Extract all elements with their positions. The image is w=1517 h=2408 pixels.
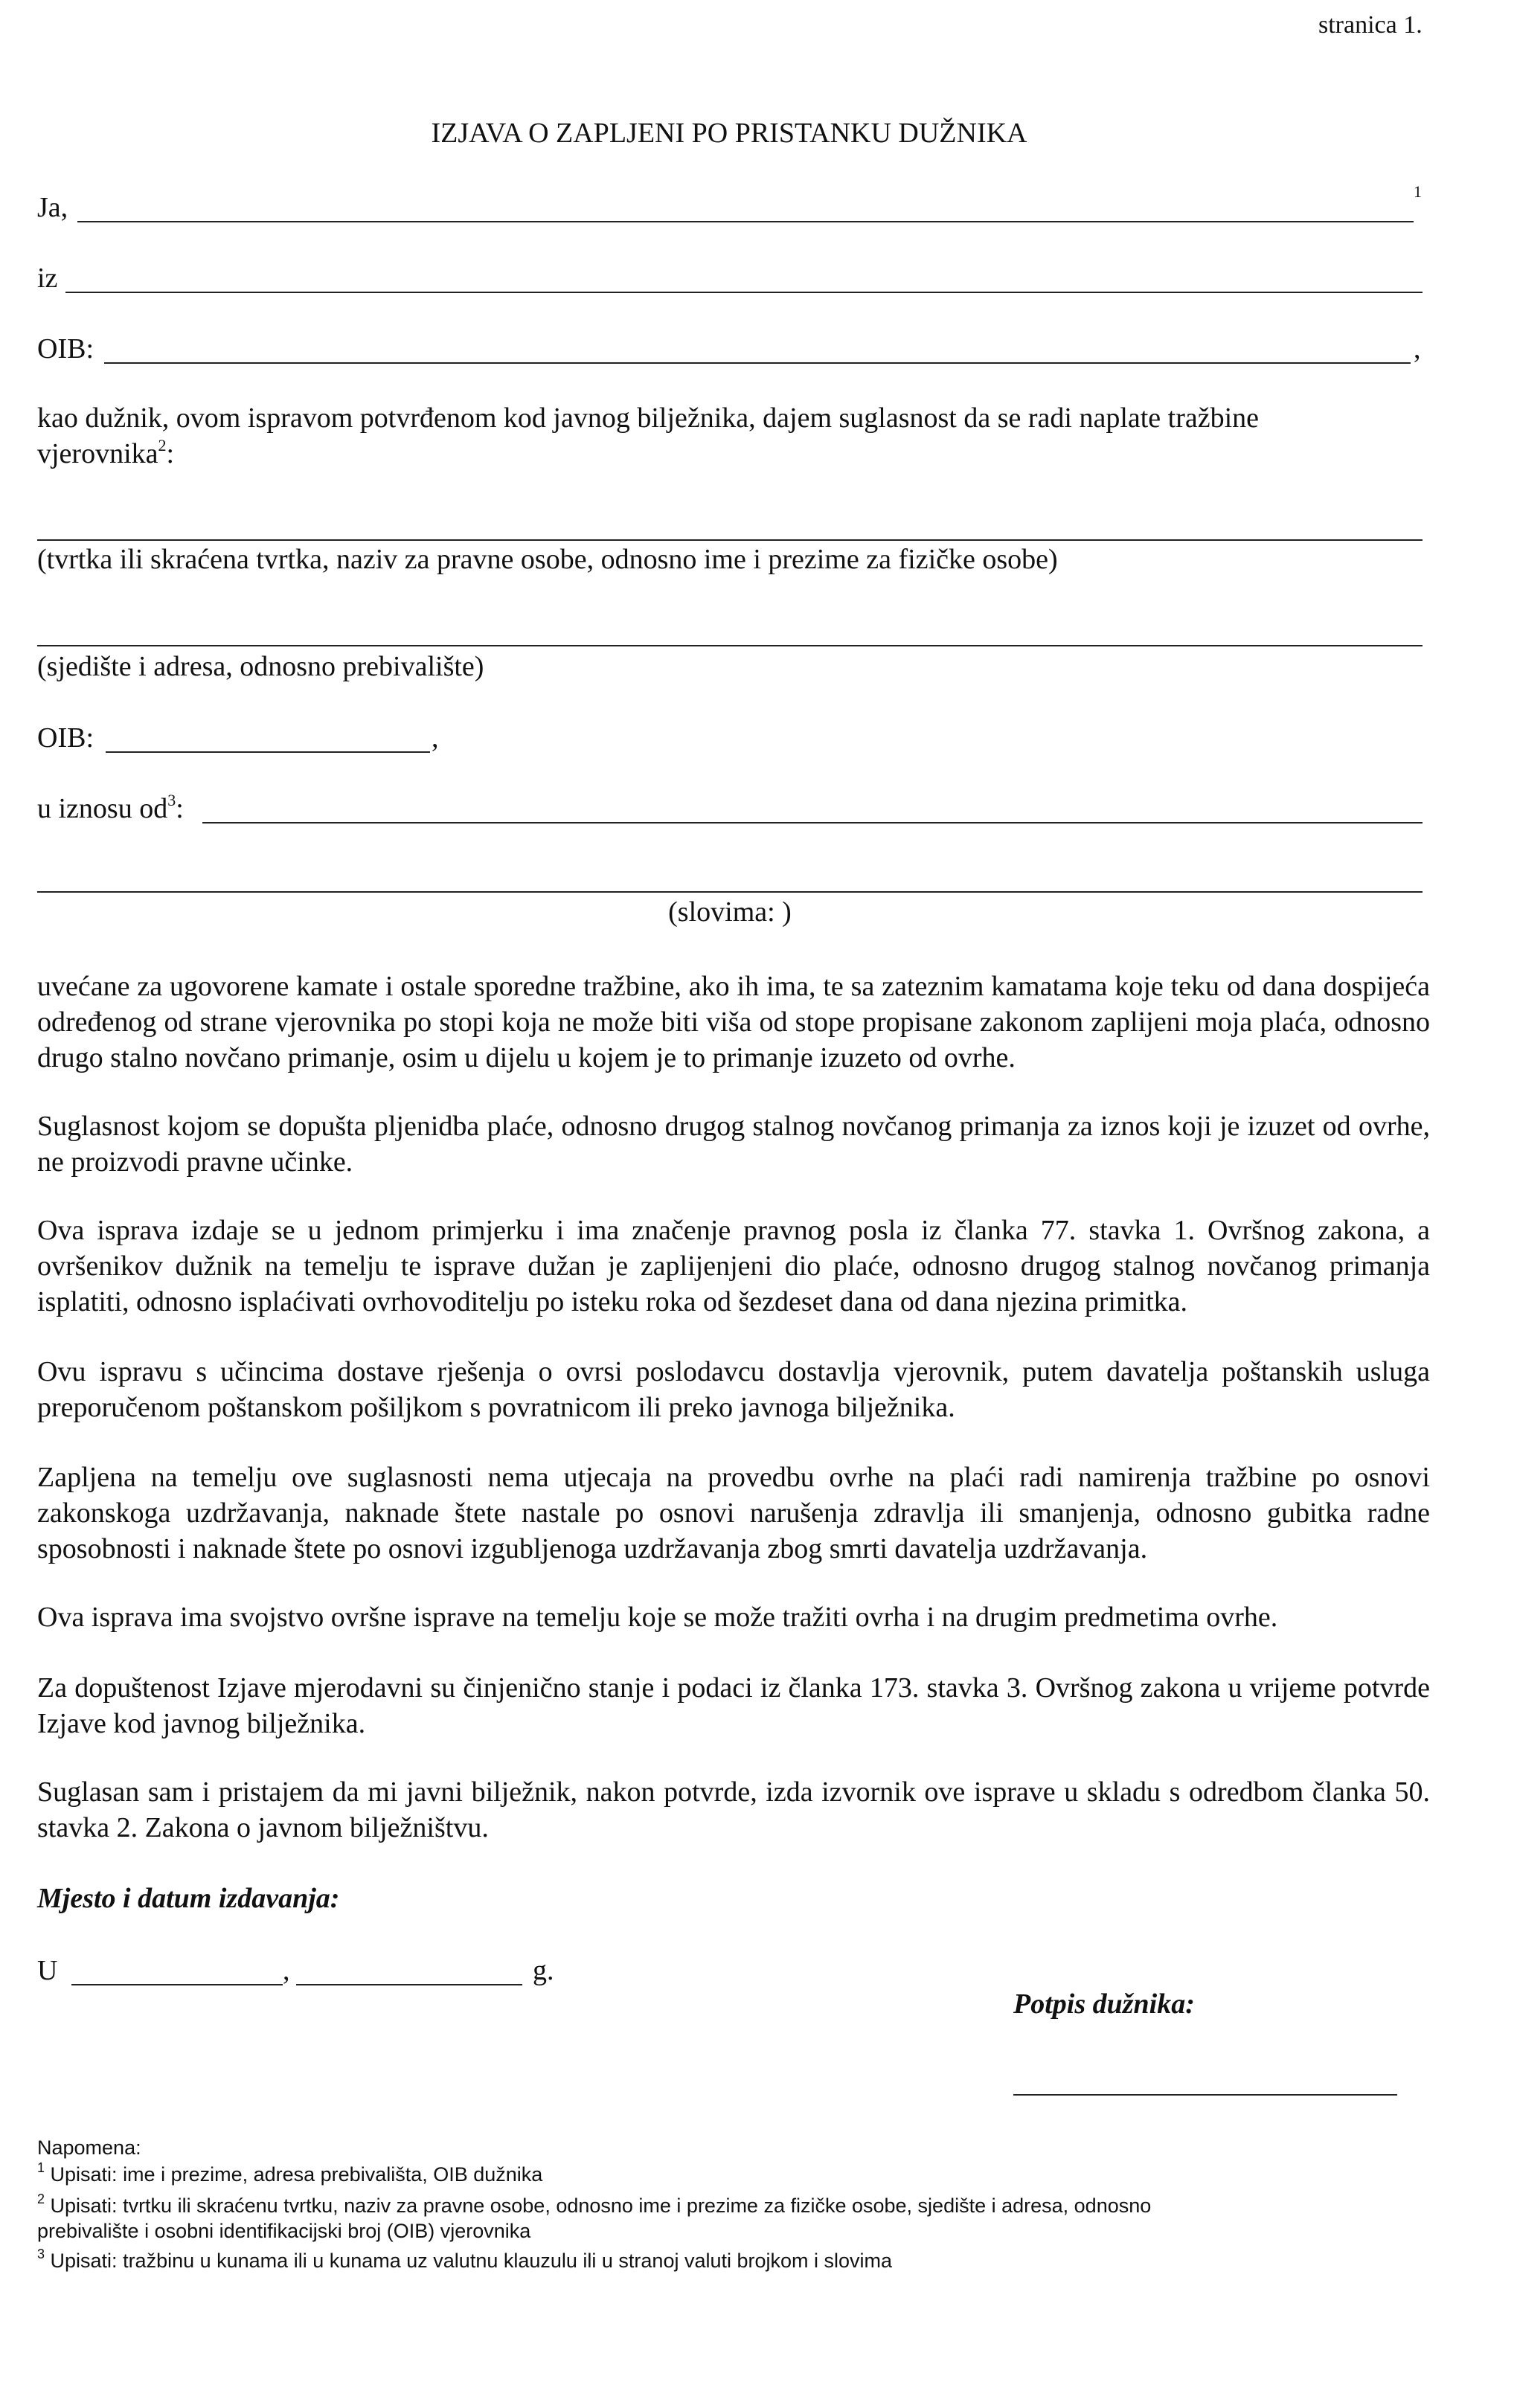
- note-3-num: 3: [37, 2247, 45, 2261]
- paragraph-8: Suglasan sam i pristajem da mi javni bilježnik, nakon potvrde, izda izvornik ove isprave u skladu s odredbom članka 50. stavka 2. Zakona o javnom bilježništvu.: [37, 1776, 1430, 1843]
- debtor-address-line[interactable]: [65, 292, 1423, 293]
- paragraph-7: Za dopuštenost Izjave mjerodavni su činjenično stanje i podaci iz članka 173. stavka 3. Ovršnog zakona u vrijeme potvrde Izjave kod javnog bilježnika.: [37, 1672, 1430, 1739]
- paragraph-5: Zapljena na temelju ove suglasnosti nema utjecaja na provedbu ovrhe na plaći radi namirenja tražbine po osnovi zakonskoga uzdržavanja, naknade štete nastale po osnovi narušenja zdravlja ili smanjenja, odnosno gubitka radne sposobnosti i naknade štete po osnovi izgubljenoga uzdržavanja zbog smrti davatelja uzdržavanja.: [37, 1462, 1430, 1564]
- footnote-ref-3: 3: [167, 791, 176, 809]
- creditor-address-caption: (sjedište i adresa, odnosno prebivalište): [37, 651, 484, 682]
- debtor-oib-label: OIB:: [37, 333, 94, 365]
- signature-heading: Potpis dužnika:: [1013, 1988, 1195, 2020]
- debtor-oib-comma: ,: [1414, 333, 1421, 365]
- notes-heading: Napomena:: [37, 2136, 141, 2159]
- signature-line[interactable]: [1013, 2094, 1397, 2096]
- note-2-text: Upisati: tvrtku ili skraćenu tvrtku, naziv za pravne osobe, odnosno ime i prezime za fizičke osobe, sjedište i adresa, odnosno: [50, 2195, 1152, 2217]
- paragraph-3: Ova isprava izdaje se u jednom primjerku i ima značenje pravnog posla iz članka 77. stavka 1. Ovršnog zakona, a ovršenikov dužnik na temelju te isprave dužan je zaplijenjeni dio plaće, odnosno drugog stalnog novčanog primanja isplatiti, odnosno isplaćivati ovrhovoditelju po isteku roka od šezdeset dana od dana njezina primitka.: [37, 1215, 1430, 1317]
- amount-label-text: u iznosu od: [37, 793, 168, 824]
- amount-line[interactable]: [202, 822, 1423, 823]
- note-2-num: 2: [37, 2192, 45, 2206]
- debtor-name-line[interactable]: [77, 221, 1414, 222]
- creditor-oib-label: OIB:: [37, 722, 94, 754]
- paragraph-6: Ova isprava ima svojstvo ovršne isprave na temelju koje se može tražiti ovrha i na drugim predmetima ovrhe.: [37, 1602, 1278, 1633]
- note-2: [37, 2193, 1151, 2221]
- amount-label: [37, 791, 184, 830]
- amount-words-line[interactable]: [37, 891, 1423, 893]
- ja-label: Ja,: [37, 192, 68, 223]
- creditor-oib-comma: ,: [432, 722, 439, 754]
- consent-intro-colon: :: [166, 438, 175, 469]
- iz-label: iz: [37, 263, 58, 294]
- creditor-oib-line[interactable]: [106, 751, 430, 753]
- debtor-oib-line[interactable]: [104, 362, 1411, 364]
- place-date-comma: ,: [283, 1955, 290, 1986]
- document-title: IZJAVA O ZAPLJENI PO PRISTANKU DUŽNIKA: [431, 118, 1027, 149]
- place-u-label: U: [37, 1955, 58, 1986]
- creditor-name-line[interactable]: [37, 539, 1423, 541]
- note-1: [37, 2162, 542, 2189]
- amount-label-colon: :: [176, 793, 184, 824]
- note-3: [37, 2248, 892, 2276]
- page-number: stranica 1.: [1318, 11, 1423, 39]
- consent-intro-text: kao dužnik, ovom ispravom potvrđenom kod javnog bilježnika, dajem suglasnost da se radi naplate tražbine: [37, 402, 1260, 434]
- note-2-cont: prebivalište i osobni identifikacijski broj (OIB) vjerovnika: [37, 2220, 531, 2242]
- paragraph-4: Ovu ispravu s učincima dostave rješenja o ovrsi poslodavcu dostavlja vjerovnik, putem davatelja poštanskih usluga preporučenom poštanskom pošiljkom s povratnicom ili preko javnoga bilježnika.: [37, 1356, 1430, 1423]
- note-1-text: Upisati: ime i prezime, adresa prebivališta, OIB dužnika: [50, 2163, 543, 2186]
- paragraph-1: uvećane za ugovorene kamate i ostale sporedne tražbine, ako ih ima, te sa zateznim kamatama koje teku od dana dospijeća određenog od strane vjerovnika po stopi koja ne može biti viša od stope propisane zakonom zaplijeni moja plaća, odnosno drugo stalno novčano primanje, osim u dijelu u kojem je to primanje izuzeto od ovrhe.: [37, 971, 1430, 1073]
- paragraph-2: Suglasnost kojom se dopušta pljenidba plaće, odnosno drugog stalnog novčanog primanja za iznos koji je izuzet od ovrhe, ne proizvodi pravne učinke.: [37, 1111, 1430, 1178]
- date-line[interactable]: [296, 1984, 522, 1985]
- year-suffix: g.: [533, 1955, 554, 1986]
- consent-intro-text2: vjerovnika: [37, 438, 158, 469]
- footnote-ref-2: 2: [158, 436, 167, 455]
- footnote-ref-1: 1: [1414, 182, 1422, 201]
- note-3-text: Upisati: tražbinu u kunama ili u kunama uz valutnu klauzulu ili u stranoj valuti brojkom i slovima: [50, 2250, 893, 2272]
- creditor-name-caption: (tvrtka ili skraćena tvrtka, naziv za pravne osobe, odnosno ime i prezime za fizičke osobe): [37, 544, 1058, 575]
- amount-words-caption: (slovima: ): [668, 896, 792, 928]
- place-line[interactable]: [71, 1984, 283, 1985]
- consent-intro: [37, 400, 1430, 475]
- place-date-heading: Mjesto i datum izdavanja:: [37, 1883, 340, 1914]
- note-1-num: 1: [37, 2160, 45, 2175]
- creditor-address-line[interactable]: [37, 645, 1423, 646]
